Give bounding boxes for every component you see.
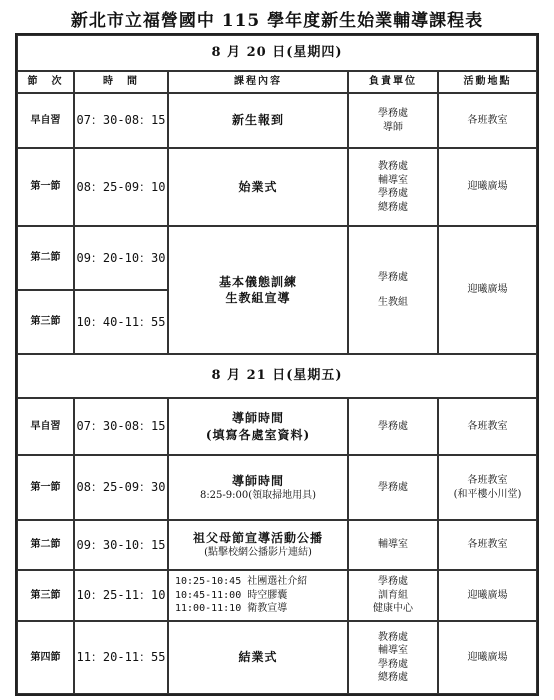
unit-line: 學務處 — [378, 658, 408, 670]
d2-content-1 — [168, 455, 348, 520]
d1-period-2: 第二節 — [17, 226, 74, 290]
d1-period-3: 第三節 — [17, 290, 74, 354]
content-line: 10:25-10:45 社團選社介紹 — [175, 576, 308, 588]
unit-line: 導師 — [383, 121, 403, 133]
header-period: 節 次 — [17, 71, 74, 93]
content-line: 導師時間 — [231, 411, 284, 426]
unit-line: 學務處 — [378, 188, 408, 199]
d2-time-3: 10：25-11：10 — [74, 570, 168, 621]
d2-period-4: 第四節 — [17, 621, 74, 694]
d2-content-4: 結業式 — [168, 621, 348, 694]
d1-time-2: 09：20-10：30 — [74, 226, 168, 290]
content-line: 10:45-11:00 時空膠囊 — [175, 589, 288, 601]
d1-unit-1 — [348, 148, 438, 226]
unit-line: 學務處 — [378, 108, 408, 119]
d2-period-3: 第三節 — [17, 570, 74, 621]
d1-time-1: 08：25-09：10 — [74, 148, 168, 226]
d1-time-0: 07：30-08：15 — [74, 93, 168, 148]
d2-period-0: 早自習 — [17, 398, 74, 455]
content-line: 祖父母節宣導活動公播 — [192, 531, 323, 546]
content-line: 生教組宣導 — [225, 291, 291, 305]
d1-content-merged — [168, 226, 348, 354]
d2-time-4: 11：20-11：55 — [74, 621, 168, 694]
day2-banner: 8 月 21 日(星期五) — [17, 354, 537, 398]
unit-line: 教務處 — [378, 161, 408, 172]
unit-line: 教務處 — [378, 631, 408, 643]
d2-location-4: 迎曦廣場 — [438, 621, 537, 694]
unit-line: 學務處 — [378, 271, 408, 283]
day1-banner: 8 月 20 日(星期四) — [17, 35, 537, 71]
unit-line: 生教組 — [378, 297, 408, 308]
d2-location-3: 迎曦廣場 — [438, 570, 537, 621]
header-content: 課程內容 — [168, 71, 348, 93]
content-line: 11:00-11:10 衛教宣導 — [175, 603, 288, 615]
location-line: (和平樓小川堂) — [453, 488, 522, 500]
location-line: 各班教室 — [467, 475, 508, 486]
d1-location-0: 各班教室 — [438, 93, 537, 148]
d2-time-0: 07：30-08：15 — [74, 398, 168, 455]
schedule-table — [15, 33, 539, 696]
d1-location-1: 迎曦廣場 — [438, 148, 537, 226]
unit-line: 學務處 — [378, 576, 408, 588]
content-line: (點擊校網公播影片連結) — [204, 547, 312, 559]
d2-time-2: 09：30-10：15 — [74, 520, 168, 570]
d2-period-2: 第二節 — [17, 520, 74, 570]
d1-period-1: 第一節 — [17, 148, 74, 226]
d2-unit-0: 學務處 — [348, 398, 438, 455]
d2-unit-3 — [348, 570, 438, 621]
d1-unit-merged — [348, 226, 438, 354]
content-line: 導師時間 — [231, 473, 284, 488]
unit-line: 輔導室 — [378, 645, 408, 656]
d2-location-2: 各班教室 — [438, 520, 537, 570]
d1-unit-0 — [348, 93, 438, 148]
content-line: 基本儀態訓練 — [218, 274, 297, 289]
d1-time-3: 10：40-11：55 — [74, 290, 168, 354]
d2-period-1: 第一節 — [17, 455, 74, 520]
header-time: 時 間 — [74, 71, 168, 93]
d2-unit-1: 學務處 — [348, 455, 438, 520]
d2-location-1 — [438, 455, 537, 520]
d2-location-0: 各班教室 — [438, 398, 537, 455]
unit-line: 健康中心 — [373, 603, 413, 615]
d2-content-0 — [168, 398, 348, 455]
unit-line: 總務處 — [378, 672, 408, 683]
content-line: 8:25-9:00(領取掃地用具) — [199, 489, 317, 501]
unit-line: 總務處 — [378, 201, 408, 213]
d1-period-0: 早自習 — [17, 93, 74, 148]
d2-time-1: 08：25-09：30 — [74, 455, 168, 520]
d2-unit-2: 輔導室 — [348, 520, 438, 570]
d1-location-merged: 迎曦廣場 — [438, 226, 537, 354]
d2-unit-4 — [348, 621, 438, 694]
header-location: 活動地點 — [438, 71, 537, 93]
d2-content-3 — [168, 570, 348, 621]
d2-content-2 — [168, 520, 348, 570]
d1-content-1: 始業式 — [168, 148, 348, 226]
content-line: (填寫各處室資料) — [205, 427, 311, 442]
header-unit: 負責單位 — [348, 71, 438, 93]
unit-line: 輔導室 — [378, 174, 408, 186]
unit-line: 訓育組 — [378, 589, 408, 601]
page-title: 新北市立福營國中 115 學年度新生始業輔導課程表 — [70, 11, 484, 31]
d1-content-0: 新生報到 — [168, 93, 348, 148]
